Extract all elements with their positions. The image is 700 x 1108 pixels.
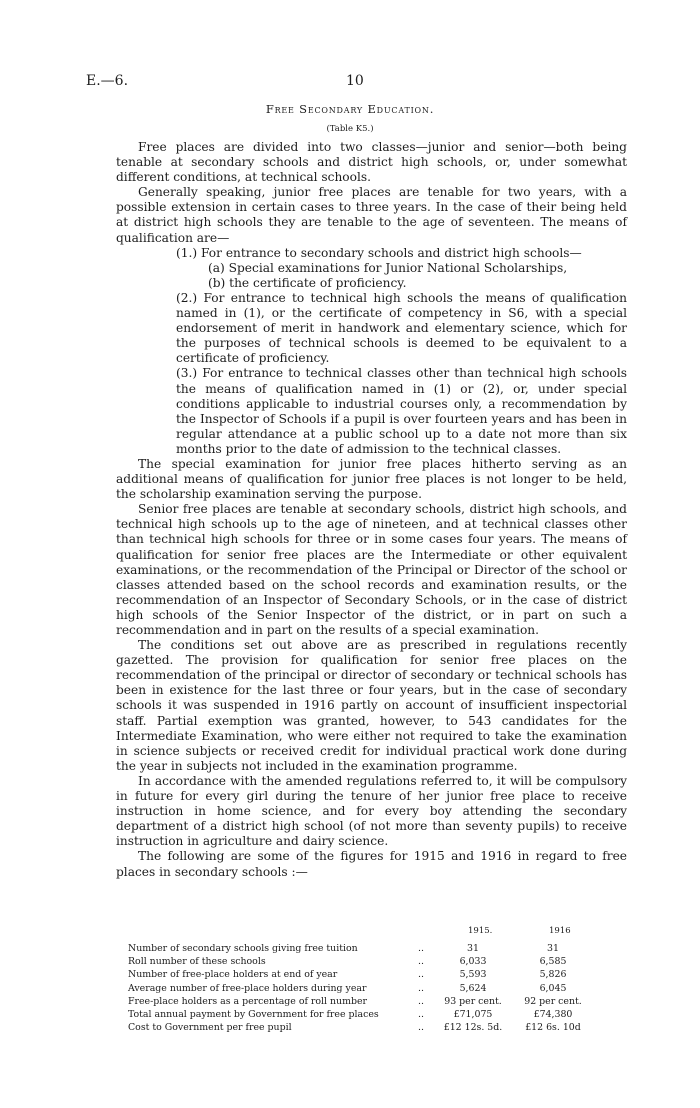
value-1915: 6,033 (459, 956, 487, 968)
paragraph-junior-free-places: Generally speaking, junior free places are tenable for two years, with a possible extension in certain cases to three years. In the case of their being held at district high schools they are tenable to the age of seventeen. The means of qualification are— (116, 185, 627, 245)
value-1915: 5,593 (459, 969, 487, 981)
list-item-2: (2.) For entrance to technical high schools the means of qualification named in (1), or the certificate of competency in S6, with a special endorsement of merit in handwork and elementary science, which for the purposes of technical schools is deemed to be equivalent to a certificate of proficiency. (176, 290, 627, 366)
table-row (116, 1008, 646, 1021)
table-row (116, 982, 646, 995)
paragraph-special-examination: The special examination for junior free places hitherto serving as an additional means of qualification for junior free places is not longer to be held, the scholarship examination serving the purpose. (116, 456, 627, 502)
leader-dots: .. (418, 943, 424, 954)
table-row (116, 942, 646, 955)
leader-dots: .. (418, 1008, 424, 1020)
value-1916: £74,380 (533, 1008, 573, 1020)
row-label: Number of free-place holders at end of year (128, 969, 338, 981)
paragraph-amended-regulations: In accordance with the amended regulations referred to, it will be compulsory in future for every girl during the tenure of her junior free place to receive instruction in home science, and for every boy attending the secondary department of a district high school (of not more than seventy pupils) to receive instruction in agriculture and dairy science. (116, 773, 627, 849)
list-item-1a: (a) Special examinations for Junior National Scholarships, (208, 260, 568, 275)
page-number: 10 (346, 73, 364, 89)
value-1916: £12 6s. 10d (525, 1022, 581, 1034)
table-header-1916: 1916 (549, 926, 571, 936)
table-row (116, 1021, 646, 1034)
row-label: Free-place holders as a percentage of roll number (128, 995, 368, 1007)
value-1916: 5,826 (539, 969, 567, 981)
leader-dots: .. (418, 1022, 424, 1034)
table-row (116, 955, 646, 968)
table-header-1915: 1915. (468, 926, 493, 936)
value-1916: 6,585 (539, 956, 567, 968)
paragraph-conditions: The conditions set out above are as prescribed in regulations recently gazetted. The provision for qualification for senior free places on the recommendation of the principal or director of secondary or technical schools has been in existence for the last three or four years, but in the case of secondary schools it was suspended in 1916 partly on account of insufficient inspectorial staff. Partial exemption was granted, however, to 543 candidates for the Intermediate Examination, who were either not required to take the examination in science subjects or received credit for individual practical work done during the year in subjects not included in the examination programme. (116, 638, 627, 773)
row-label: Total annual payment by Government for free places (128, 1008, 379, 1020)
leader-dots: .. (418, 982, 424, 994)
value-1915: 5,624 (459, 982, 487, 994)
paragraph-senior-free-places: Senior free places are tenable at secondary schools, district high schools, and technical high schools up to the age of nineteen, and at technical classes other than technical high schools for three or in some cases four years. The means of qualification for senior free places are the Intermediate or other equivalent examinations, or the recommendation of the Principal or Director of the school or classes attended based on the school records and examination results, or the recommendation of an Inspector of Secondary Schools, or in the case of district high schools of the Senior Inspector of the district, or in part on such a recommendation and in part on the results of a special examination. (116, 502, 627, 637)
leader-dots: .. (418, 956, 424, 968)
value-1915: 93 per cent. (444, 995, 502, 1007)
value-1916: 92 per cent. (524, 995, 582, 1007)
value-1915: £12 12s. 5d. (443, 1022, 503, 1034)
paragraph-figures-intro: The following are some of the figures for 1915 and 1916 in regard to free places in secondary schools :— (116, 849, 627, 879)
row-label: Roll number of these schools (128, 956, 266, 968)
leader-dots: .. (418, 969, 424, 981)
list-item-3: (3.) For entrance to technical classes other than technical high schools the means of qualification named in (1) or (2), or, under special conditions applicable to industrial courses only, a recommendation by the Inspector of Schools if a pupil is over fourteen years and has been in regular attendance at a public school up to a date not more than six months prior to the date of admission to the technical classes. (176, 366, 627, 456)
leader-dots: .. (418, 995, 424, 1007)
statistics-table (116, 942, 646, 1034)
list-item-1: (1.) For entrance to secondary schools and district high schools— (176, 245, 582, 260)
value-1916: 31 (547, 943, 559, 954)
row-label: Number of secondary schools giving free tuition (128, 943, 358, 954)
section-title: Free Secondary Education. (265, 102, 435, 116)
value-1915: £71,075 (453, 1008, 493, 1020)
value-1916: 6,045 (539, 982, 567, 994)
section-subtitle: (Table K5.) (326, 124, 374, 134)
table-row (116, 968, 646, 981)
table-row (116, 995, 646, 1008)
list-item-1b: (b) the certificate of proficiency. (208, 275, 407, 290)
row-label: Average number of free-place holders during year (128, 982, 367, 994)
paragraph-free-places-classes: Free places are divided into two classes—junior and senior—both being tenable at secondary schools and district high schools, or, under somewhat different conditions, at technical schools. (116, 140, 627, 185)
body-text (116, 140, 627, 880)
value-1915: 31 (467, 943, 479, 954)
document-reference: E.—6. (86, 73, 129, 89)
row-label: Cost to Government per free pupil (128, 1022, 292, 1034)
